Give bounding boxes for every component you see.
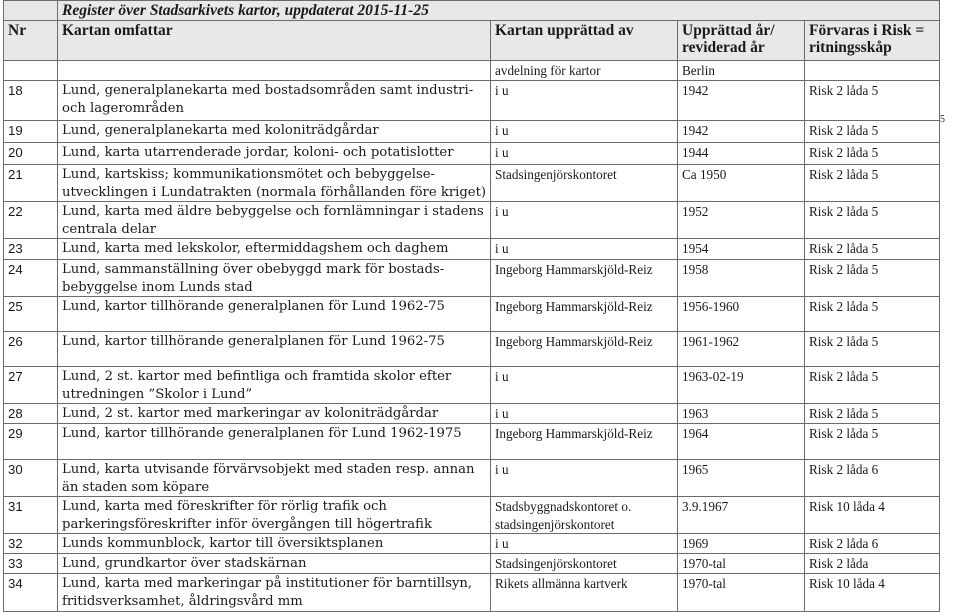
storage-location: Risk 2 låda 6 xyxy=(805,534,940,554)
made-by: Stadsingenjörskontoret xyxy=(491,165,678,202)
year: 1965 xyxy=(678,460,805,497)
year: 1952 xyxy=(678,202,805,239)
map-description: Lund, generalplanekarta med bostadsområden samt industri- och lagerområden xyxy=(58,81,491,121)
table-row xyxy=(4,297,940,332)
map-description: Lund, kartor tillhörande generalplanen för Lund 1962-75 xyxy=(58,297,491,332)
map-description: Lund, kartor tillhörande generalplanen för Lund 1962-1975 xyxy=(58,424,491,460)
row-number: 20 xyxy=(4,143,58,165)
map-description: Lunds kommunblock, kartor till översiktsplanen xyxy=(58,534,491,554)
subheader-row xyxy=(4,61,940,81)
row-number: 32 xyxy=(4,534,58,554)
row-number: 34 xyxy=(4,574,58,612)
storage-location: Risk 2 låda xyxy=(805,554,940,574)
map-description: Lund, karta utvisande förvärvsobjekt med staden resp. annan än staden som köpare xyxy=(58,460,491,497)
row-number: 21 xyxy=(4,165,58,202)
made-by: Ingeborg Hammarskjöld-Reiz xyxy=(491,332,678,367)
map-description: Lund, 2 st. kartor med befintliga och framtida skolor efter utredningen ”Skolor i Lund” xyxy=(58,367,491,404)
year: 1956-1960 xyxy=(678,297,805,332)
row-number: 19 xyxy=(4,121,58,143)
table-row xyxy=(4,121,940,143)
row-number: 18 xyxy=(4,81,58,121)
row-number: 28 xyxy=(4,404,58,424)
made-by: i u xyxy=(491,404,678,424)
storage-location: Risk 2 låda 5 xyxy=(805,121,940,143)
storage-location: Risk 2 låda 5 xyxy=(805,165,940,202)
storage-location: Risk 2 låda 5 xyxy=(805,404,940,424)
made-by: i u xyxy=(491,121,678,143)
map-description: Lund, karta med lekskolor, eftermiddagshem och daghem xyxy=(58,239,491,260)
register-title: Register över Stadsarkivets kartor, uppdaterat 2015-11-25 xyxy=(58,1,940,21)
map-description: Lund, kartor tillhörande generalplanen för Lund 1962-75 xyxy=(58,332,491,367)
storage-location: Risk 2 låda 6 xyxy=(805,460,940,497)
storage-location: Risk 2 låda 5 xyxy=(805,143,940,165)
table-row xyxy=(4,202,940,239)
row-number: 30 xyxy=(4,460,58,497)
storage-location: Risk 2 låda 5 xyxy=(805,202,940,239)
year: 1964 xyxy=(678,424,805,460)
row-number: 22 xyxy=(4,202,58,239)
header-omfattar: Kartan omfattar xyxy=(58,21,491,61)
year: 1963-02-19 xyxy=(678,367,805,404)
table-row xyxy=(4,534,940,554)
made-by: i u xyxy=(491,460,678,497)
table-row xyxy=(4,165,940,202)
year: 1970-tal xyxy=(678,574,805,612)
made-by: i u xyxy=(491,367,678,404)
table-row xyxy=(4,497,940,534)
map-register-table xyxy=(3,0,940,612)
table-row xyxy=(4,404,940,424)
row-number: 27 xyxy=(4,367,58,404)
year: 1954 xyxy=(678,239,805,260)
year: 1969 xyxy=(678,534,805,554)
table-row xyxy=(4,367,940,404)
year: 1942 xyxy=(678,81,805,121)
table-row xyxy=(4,260,940,297)
year: 1958 xyxy=(678,260,805,297)
storage-location: Risk 2 låda 5 xyxy=(805,81,940,121)
subheader-berlin: Berlin xyxy=(678,61,805,81)
header-upprattad-av: Kartan upprättad av xyxy=(491,21,678,61)
made-by: i u xyxy=(491,81,678,121)
row-number: 29 xyxy=(4,424,58,460)
made-by: Stadsingenjörskontoret xyxy=(491,554,678,574)
storage-location: Risk 2 låda 5 xyxy=(805,239,940,260)
year: 1961-1962 xyxy=(678,332,805,367)
storage-location: Risk 2 låda 5 xyxy=(805,367,940,404)
row-number: 33 xyxy=(4,554,58,574)
storage-location: Risk 2 låda 5 xyxy=(805,260,940,297)
map-description: Lund, 2 st. kartor med markeringar av koloniträdgårdar xyxy=(58,404,491,424)
year: 1963 xyxy=(678,404,805,424)
page-number: 5 xyxy=(940,114,945,125)
storage-location: Risk 10 låda 4 xyxy=(805,497,940,534)
map-description: Lund, grundkartor över stadskärnan xyxy=(58,554,491,574)
year: 1942 xyxy=(678,121,805,143)
table-row xyxy=(4,554,940,574)
row-number: 31 xyxy=(4,497,58,534)
year: 3.9.1967 xyxy=(678,497,805,534)
made-by: i u xyxy=(491,239,678,260)
made-by: Ingeborg Hammarskjöld-Reiz xyxy=(491,424,678,460)
map-description: Lund, karta med markeringar på institutioner för barntillsyn, fritidsverksamhet, åldringsvård mm xyxy=(58,574,491,612)
made-by: i u xyxy=(491,143,678,165)
year: Ca 1950 xyxy=(678,165,805,202)
table-row xyxy=(4,143,940,165)
row-number: 23 xyxy=(4,239,58,260)
map-description: Lund, karta utarrenderade jordar, koloni- och potatislotter xyxy=(58,143,491,165)
table-row xyxy=(4,81,940,121)
table-row xyxy=(4,239,940,260)
made-by: Rikets allmänna kartverk xyxy=(491,574,678,612)
storage-location: Risk 2 låda 5 xyxy=(805,332,940,367)
row-number: 25 xyxy=(4,297,58,332)
table-row xyxy=(4,460,940,497)
made-by: Ingeborg Hammarskjöld-Reiz xyxy=(491,260,678,297)
header-nr: Nr xyxy=(4,21,58,61)
made-by: Stadsbyggnadskontoret o. stadsingenjörskontoret xyxy=(491,497,678,534)
map-description: Lund, karta med äldre bebyggelse och fornlämningar i stadens centrala delar xyxy=(58,202,491,239)
map-description: Lund, generalplanekarta med koloniträdgårdar xyxy=(58,121,491,143)
title-row xyxy=(4,1,940,21)
subheader-avdelning: avdelning för kartor xyxy=(491,61,678,81)
year: 1970-tal xyxy=(678,554,805,574)
map-description: Lund, kartskiss; kommunikationsmötet och bebyggelse-utvecklingen i Lundatrakten (normala förhållanden före kriget) xyxy=(58,165,491,202)
made-by: i u xyxy=(491,202,678,239)
table-row xyxy=(4,424,940,460)
storage-location: Risk 2 låda 5 xyxy=(805,297,940,332)
table-row xyxy=(4,574,940,612)
header-ar: Upprättad år/ reviderad år xyxy=(678,21,805,61)
made-by: Ingeborg Hammarskjöld-Reiz xyxy=(491,297,678,332)
storage-location: Risk 10 låda 4 xyxy=(805,574,940,612)
storage-location: Risk 2 låda 5 xyxy=(805,424,940,460)
header-forvaras: Förvaras i Risk = ritningsskåp xyxy=(805,21,940,61)
year: 1944 xyxy=(678,143,805,165)
map-description: Lund, sammanställning över obebyggd mark för bostads-bebyggelse inom Lunds stad xyxy=(58,260,491,297)
map-description: Lund, karta med föreskrifter för rörlig trafik och parkeringsföreskrifter inför övergången till högertrafik xyxy=(58,497,491,534)
made-by: i u xyxy=(491,534,678,554)
row-number: 24 xyxy=(4,260,58,297)
column-header-row xyxy=(4,21,940,61)
table-row xyxy=(4,332,940,367)
row-number: 26 xyxy=(4,332,58,367)
